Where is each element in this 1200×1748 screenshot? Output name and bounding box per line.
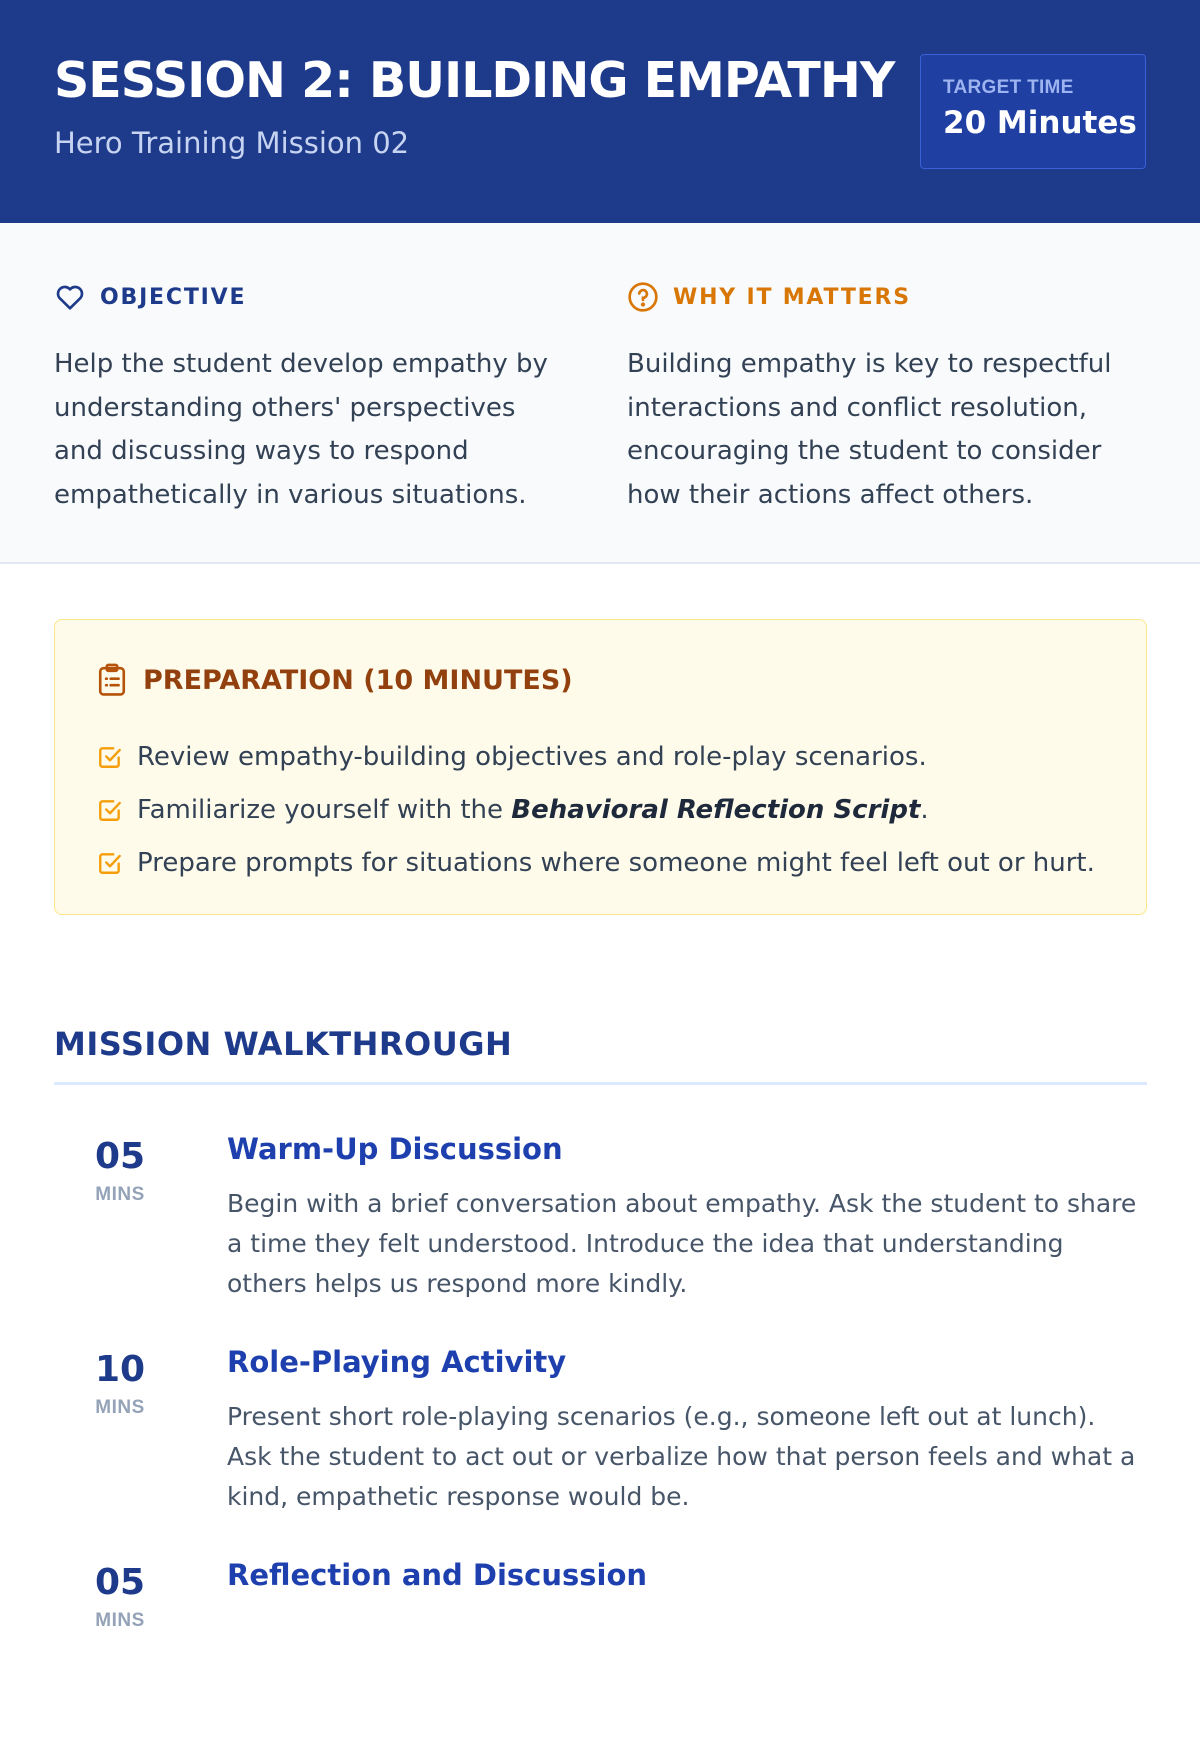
step-title: Role-Playing Activity <box>227 1345 567 1379</box>
step-description: Present short role-playing scenarios (e.g., someone left out at lunch). Ask the student to act out or verbalize how that person feels and what a kind, empathetic response would be. <box>227 1402 1136 1511</box>
page-subtitle: Hero Training Mission 02 <box>54 126 410 160</box>
step-unit: MINS <box>95 1610 145 1631</box>
session-header <box>0 0 1200 223</box>
step-minutes: 05 <box>94 1562 146 1603</box>
page-title: SESSION 2: BUILDING EMPATHY <box>54 52 895 109</box>
intro-section <box>0 223 1200 564</box>
why-it-matters-block <box>627 281 1137 517</box>
walkthrough-step <box>54 1132 1147 1322</box>
preparation-title: PREPARATION (10 MINUTES) <box>143 664 573 696</box>
preparation-item-prefix: Familiarize yourself with the <box>137 794 512 825</box>
preparation-item-text: Prepare prompts for situations where someone might feel left out or hurt. <box>137 847 1095 878</box>
script-name-emphasis: Behavioral Reflection Script <box>511 794 921 825</box>
step-minutes: 10 <box>94 1349 146 1390</box>
preparation-item <box>97 730 1095 783</box>
clipboard-icon <box>97 663 127 697</box>
target-time-value: 20 Minutes <box>943 105 1137 141</box>
checkbox-checked-icon <box>97 797 123 823</box>
heart-icon <box>54 281 86 313</box>
target-time-box <box>920 54 1146 169</box>
walkthrough-step <box>54 1558 1147 1748</box>
walkthrough-step <box>54 1345 1147 1535</box>
objective-block <box>54 281 564 517</box>
objective-text: Help the student develop empathy by understanding others' perspectives and discussing ways to respond empathetically in various situations. <box>54 349 548 510</box>
step-description: Begin with a brief conversation about empathy. Ask the student to share a time they felt understood. Introduce the idea that understanding others helps us respond more kindly. <box>227 1189 1137 1298</box>
preparation-item <box>97 836 1095 889</box>
objective-title: OBJECTIVE <box>100 284 247 310</box>
walkthrough-divider <box>54 1082 1147 1085</box>
question-circle-icon <box>627 281 659 313</box>
preparation-item-text: Review empathy-building objectives and role-play scenarios. <box>137 741 927 772</box>
preparation-item-suffix: . <box>920 794 929 825</box>
step-unit: MINS <box>95 1184 145 1205</box>
checkbox-checked-icon <box>97 744 123 770</box>
target-time-label: TARGET TIME <box>943 77 1074 98</box>
why-it-matters-title: WHY IT MATTERS <box>673 284 911 310</box>
step-minutes: 05 <box>94 1136 146 1177</box>
preparation-list <box>97 730 1095 889</box>
step-unit: MINS <box>95 1397 145 1418</box>
why-it-matters-text: Building empathy is key to respectful interactions and conflict resolution, encouraging the student to consider how their actions affect others. <box>627 349 1112 510</box>
preparation-item-text <box>137 795 929 825</box>
step-title: Reflection and Discussion <box>227 1558 648 1592</box>
walkthrough-title: MISSION WALKTHROUGH <box>54 1025 513 1063</box>
preparation-card <box>54 619 1147 915</box>
preparation-item <box>97 783 1095 836</box>
checkbox-checked-icon <box>97 850 123 876</box>
step-title: Warm-Up Discussion <box>227 1132 563 1166</box>
